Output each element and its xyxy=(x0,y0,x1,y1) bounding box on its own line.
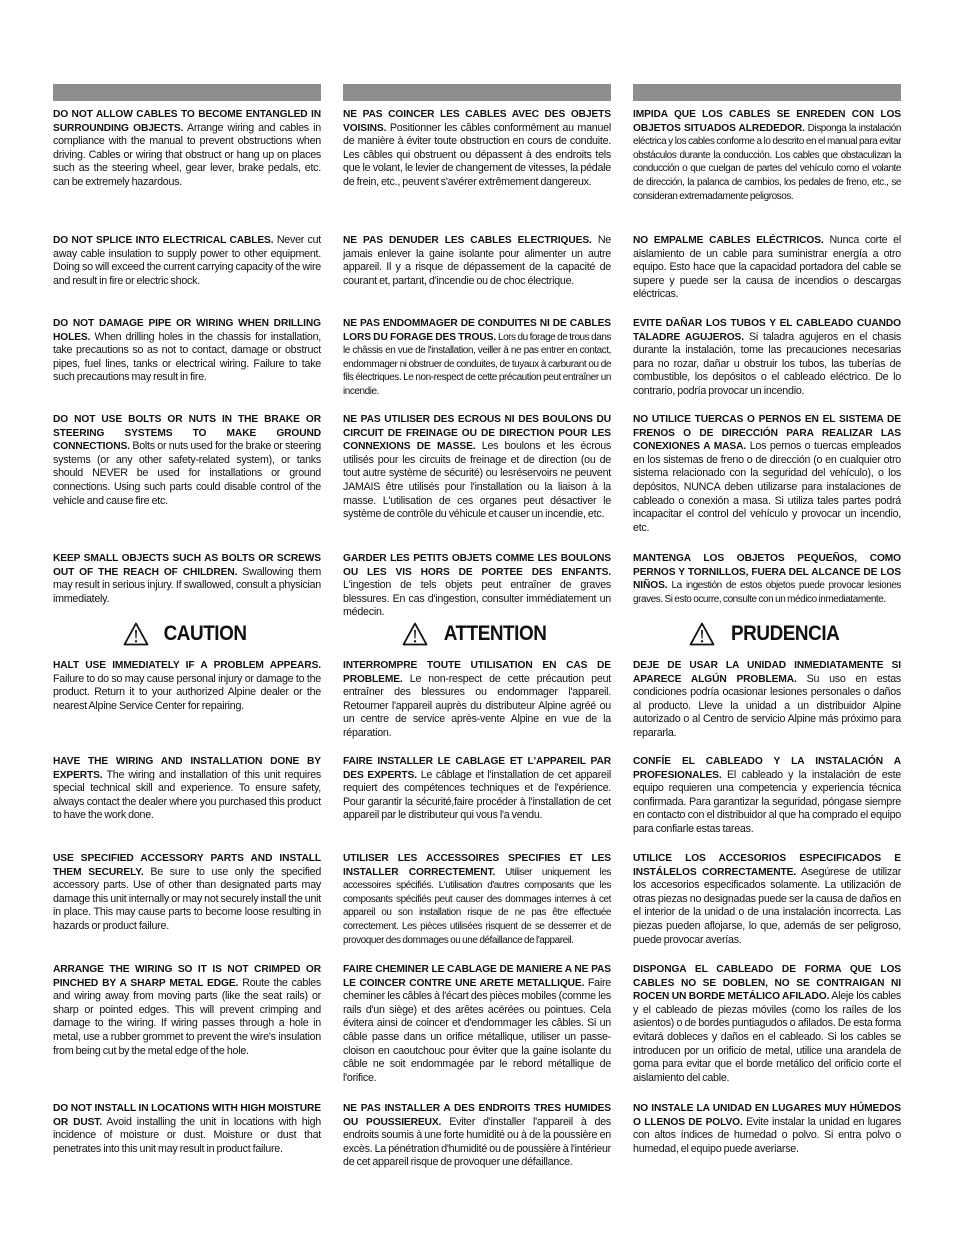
column-french xyxy=(343,84,611,1169)
attention-heading xyxy=(343,619,611,649)
warning-item: NO EMPALME CABLES ELÉCTRICOS. Nunca corte el aislamiento de un cable para suministrar energía a otro equipo. Esto hace que la capacidad portadora del cable se supere y puede ser la causa de incendios o descargas eléctricas. xyxy=(633,234,901,301)
caution-item: USE SPECIFIED ACCESSORY PARTS AND INSTALL THEM SECURELY. Be sure to use only the specified accessory parts. Use of other than designated parts may damage this unit internally or may not securely install the unit in place. This may cause parts to become loose resulting in hazards or product failure. xyxy=(53,853,322,932)
prudencia-heading-text: PRUDENCIA xyxy=(730,622,840,645)
section-header-bar xyxy=(53,84,321,101)
caution-heading xyxy=(53,619,321,649)
warning-triangle-icon xyxy=(402,622,428,646)
section-header-bar xyxy=(343,84,611,101)
warning-item: MANTENGA LOS OBJETOS PEQUEÑOS, COMO PERNOS Y TORNILLOS, FUERA DEL ALCANCE DE LOS NIÑOS. La ingestión de estos objetos puede provocar lesiones graves. Si esto ocurre, consulte con un médico inmediatamente. xyxy=(633,553,901,605)
warning-item: DO NOT DAMAGE PIPE OR WIRING WHEN DRILLING HOLES. When drilling holes in the chassis for installation, take precautions so as not to contact, damage or obstruct pipes, fuel lines, tanks or electrical wiring. Failure to take such precautions may result in fire. xyxy=(53,318,321,384)
warning-item: IMPIDA QUE LOS CABLES SE ENREDEN CON LOS OBJETOS SITUADOS ALREDEDOR. Disponga la instalación eléctrica y los cables conforme a lo descrito en el manual para evitar obstáculos durante la conducción. Los cables que obstaculizan la conducción o que cuelgan de partes del vehículo como el volante de dirección, la palanca de cambios, los pedales de freno, etc., se consideran extremadamente peligrosos. xyxy=(633,109,901,202)
column-spanish xyxy=(633,84,901,1155)
caution-item: HAVE THE WIRING AND INSTALLATION DONE BY EXPERTS. The wiring and installation of this unit requires special technical skill and experience. To ensure safety, always contact the dealer where you purchased this product to have the work done. xyxy=(53,756,321,822)
warning-item: KEEP SMALL OBJECTS SUCH AS BOLTS OR SCREWS OUT OF THE REACH OF CHILDREN. Swallowing them may result in serious injury. If swallowed, consult a physician immediately. xyxy=(53,553,321,605)
warning-item: NE PAS ENDOMMAGER DE CONDUITES NI DE CABLES LORS DU FORAGE DES TROUS. Lors du forage de trous dans le châssis en vue de l'installation, veiller à ne pas entrer en contact, endommager ni obstruer de conduites, de tuyaux à carburant ou de fils électriques. Le non-respect de cette précaution peut entraîner un incendie. xyxy=(343,318,611,397)
caution-item: DEJE DE USAR LA UNIDAD INMEDIATAMENTE SI APARECE ALGÚN PROBLEMA. Su uso en estas condiciones podría ocasionar lesiones personales o daños al producto. Lleve la unidad a un distribuidor Alpine autorizado o al Centro de servicio Alpine más próximo para repararla. xyxy=(633,660,901,739)
caution-item: DISPONGA EL CABLEADO DE FORMA QUE LOS CABLES NO SE DOBLEN, NO SE CONTRAIGAN NI ROCEN UN BORDE METÁLICO AFILADO. Aleje los cables y el cableado de piezas móviles (como los raíles de los asientos) o de bordes puntiagudos o afilados. De esta forma evitará dobleces y daños en el cableado. Si los cables se introducen por un orificio de metal, utilice una arandela de goma para evitar que el borde metálico del orificio corte el aislamiento del cable. xyxy=(633,964,901,1084)
caution-item: DO NOT INSTALL IN LOCATIONS WITH HIGH MOISTURE OR DUST. Avoid installing the unit in locations with high incidence of moisture or dust. Moisture or dust that penetrates into this unit may result in product failure. xyxy=(53,1103,321,1155)
warning-triangle-icon xyxy=(123,622,149,646)
section-header-bar xyxy=(633,84,901,101)
attention-heading-text: ATTENTION xyxy=(443,622,547,645)
caution-item: HALT USE IMMEDIATELY IF A PROBLEM APPEARS. Failure to do so may cause personal injury or damage to the product. Return it to your authorized Alpine dealer or the nearest Alpine Service Center for repairing. xyxy=(53,660,321,712)
caution-item: NO INSTALE LA UNIDAD EN LUGARES MUY HÚMEDOS O LLENOS DE POLVO. Evite instalar la unidad en lugares con altos índices de humedad o polvo. Si entra polvo o humedad, el equipo puede averiarse. xyxy=(633,1103,901,1155)
caution-item: FAIRE CHEMINER LE CABLAGE DE MANIERE A NE PAS LE COINCER CONTRE UNE ARETE METALLIQUE. Faire cheminer les câbles à l'écart des pièces mobiles (comme les rails d'un siège) et des arêtes acérées ou pointues. Cela évitera ainsi de coincer et d'endommager les câbles. Si un câble passe dans un orifice métallique, utiliser un passe-cloison en caoutchouc pour éviter que la gaine isolante du câble ne soit endommagée par le rebord métallique de l'orifice. xyxy=(343,964,611,1084)
caution-item: UTILICE LOS ACCESORIOS ESPECIFICADOS E INSTÁLELOS CORRECTAMENTE. Asegúrese de utilizar los accesorios especificados solamente. La utilización de otras piezas no designadas puede ser la causa de daños en el interior de la unidad o de una instalación incorrecta. Las piezas pueden aflojarse, lo que, además de ser peligroso, puede provocar averías. xyxy=(633,853,901,946)
caution-item: UTILISER LES ACCESSOIRES SPECIFIES ET LES INSTALLER CORRECTEMENT. Utiliser uniquement les accessoires spécifiés. L'utilisation d'autres composants que les composants spécifiés peut causer des dommages internes à cet appareil ou son installation risque de ne pas être effectuée correctement. Les pièces utilisées risquent de se desserrer et de provoquer des dommages ou une défaillance de l'appareil. xyxy=(343,853,611,946)
caution-item: CONFÍE EL CABLEADO Y LA INSTALACIÓN A PROFESIONALES. El cableado y la instalación de este equipo requieren una competencia y experiencia técnica confirmada. Para garantizar la seguridad, póngase siempre en contacto con el distribuidor al que ha comprado el equipo para confiarle estas tareas. xyxy=(633,756,901,835)
warning-item: GARDER LES PETITS OBJETS COMME LES BOULONS OU LES VIS HORS DE PORTEE DES ENFANTS. L'ingestion de tels objets peut entraîner de graves blessures. En cas d'ingestion, consulter immédiatement un médecin. xyxy=(343,553,611,619)
caution-item: FAIRE INSTALLER LE CABLAGE ET L'APPAREIL PAR DES EXPERTS. Le câblage et l'installation de cet appareil requiert des compétences techniques et de l'expérience. Pour garantir la sécurité,faire procéder à l'installation de cet appareil par le distributeur qui vous l'a vendu. xyxy=(343,756,611,822)
warning-item: DO NOT ALLOW CABLES TO BECOME ENTANGLED IN SURROUNDING OBJECTS. Arrange wiring and cables in compliance with the manual to prevent obstructions when driving. Cables or wiring that obstruct or hang up on places such as the steering wheel, gear lever, brake pedals, etc. can be extremely hazardous. xyxy=(53,109,321,188)
warning-item: EVITE DAÑAR LOS TUBOS Y EL CABLEADO CUANDO TALADRE AGUJEROS. Si taladra agujeros en el chasis durante la instalación, tome las precauciones necesarias para no rozar, dañar u obstruir los tubos, las tuberías de combustible, los depósitos o el cableado eléctrico. De lo contrario, podría provocar un incendio. xyxy=(633,318,901,397)
prudencia-heading xyxy=(633,619,901,649)
warning-triangle-icon xyxy=(689,622,715,646)
warning-item: NO UTILICE TUERCAS O PERNOS EN EL SISTEMA DE FRENOS O DE DIRECCIÓN PARA REALIZAR LAS CONEXIONES A MASA. Los pernos o tuercas empleados en los sistemas de freno o de dirección (o en cualquier otro sistema relacionado con la seguridad del vehículo), o los depósitos, NUNCA deben utilizarse para instalaciones de cableado o conexión a masa. Si utiliza tales partes podrá incapacitar el control del vehículo y provocar un incendio, etc. xyxy=(633,414,901,534)
warning-item: DO NOT SPLICE INTO ELECTRICAL CABLES. Never cut away cable insulation to supply power to other equipment. Doing so will exceed the current carrying capacity of the wire and result in fire or electric shock. xyxy=(53,234,321,287)
caution-heading-text: CAUTION xyxy=(163,622,247,645)
caution-item: NE PAS INSTALLER A DES ENDROITS TRES HUMIDES OU POUSSIEREUX. Eviter d'installer l'appareil à des endroits soumis à une forte humidité ou à de la poussière en excès. La pénétration d'humidité ou de poussière à l'intérieur de cet appareil risque de provoquer une défaillance. xyxy=(343,1103,611,1169)
caution-item: INTERROMPRE TOUTE UTILISATION EN CAS DE PROBLEME. Le non-respect de cette précaution peut entraîner des blessures ou endommager l'appareil. Retourner l'appareil auprès du distributeur Alpine agréé ou un centre de service après-vente Alpine en vue de la réparation. xyxy=(343,660,611,739)
column-english xyxy=(53,84,322,1155)
warning-item: DO NOT USE BOLTS OR NUTS IN THE BRAKE OR STEERING SYSTEMS TO MAKE GROUND CONNECTIONS. Bolts or nuts used for the brake or steering systems (or any other safety-related system), or tanks should NEVER be used for installations or ground connections. Using such parts could disable control of the vehicle and cause fire etc. xyxy=(53,414,321,507)
warning-item: NE PAS COINCER LES CABLES AVEC DES OBJETS VOISINS. Positionner les câbles conformément au manuel de manière à éviter toute obstruction en cours de conduite. Les câbles qui obstruent ou dépassent à des endroits tels que le volant, le levier de changement de vitesses, la pédale de frein, etc., peuvent s'avérer extrêmement dangereux. xyxy=(343,109,611,188)
warning-item: NE PAS UTILISER DES ECROUS NI DES BOULONS DU CIRCUIT DE FREINAGE OU DE DIRECTION POUR LES CONNEXIONS DE MASSE. Les boulons et les écrous utilisés pour les circuits de freinage et de direction (ou de tout autre système de sécurité) ou lesréservoirs ne peuvent JAMAIS être utilisés pour l'installation ou la liaison à la masse. L'utilisation de ces organes peut désactiver le système de contrôle du véhicule et causer un incendie, etc. xyxy=(343,414,611,521)
warning-item: NE PAS DENUDER LES CABLES ELECTRIQUES. Ne jamais enlever la gaine isolante pour alimenter un autre appareil. Il y a risque de dépassement de la capacité de courant et, partant, d'incendie ou de choc électrique. xyxy=(343,234,611,287)
caution-item: ARRANGE THE WIRING SO IT IS NOT CRIMPED OR PINCHED BY A SHARP METAL EDGE. Route the cables and wiring away from moving parts (like the seat rails) or sharp or pointed edges. This will prevent crimping and damage to the wiring. If wiring passes through a hole in metal, use a rubber grommet to prevent the wire's insulation from being cut by the metal edge of the hole. xyxy=(53,964,321,1057)
